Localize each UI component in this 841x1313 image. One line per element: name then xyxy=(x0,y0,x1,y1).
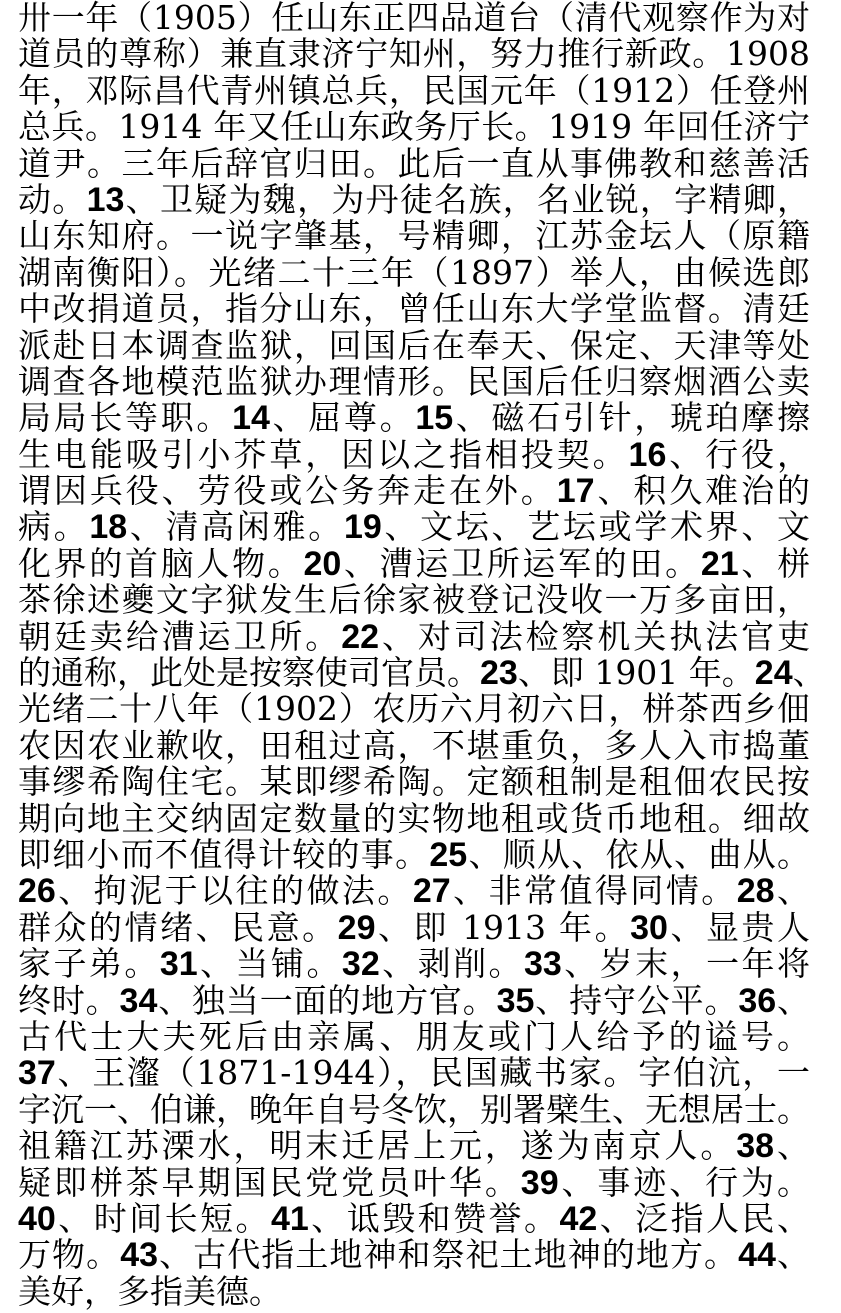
text-line xyxy=(18,1162,811,1202)
text-segment: 农因农业歉收，田租过高，不堪重负，多人入市捣董 xyxy=(18,725,810,765)
text-line xyxy=(18,1016,810,1056)
text-segment: 局局长等职。 xyxy=(18,398,233,438)
footnote-number: 19 xyxy=(343,508,382,547)
text-segment: 病。 xyxy=(18,507,90,547)
text-segment: 终时。 xyxy=(18,980,120,1020)
text-segment: 、 xyxy=(775,1235,811,1275)
text-line xyxy=(18,400,810,436)
footnote-number: 24 xyxy=(754,654,793,693)
text-segment: 派赴日本调查监狱，回国后在奉天、保定、天津等处 xyxy=(18,325,810,365)
text-segment: 卅一年（1905）任山东正四品道台（清代观察作为对 xyxy=(18,0,810,37)
footnote-number: 15 xyxy=(415,399,454,438)
text-segment: 期向地主交纳固定数量的实物地租或货币地租。细故 xyxy=(18,798,810,838)
text-segment: 、时间长短。 xyxy=(55,1198,271,1238)
footnote-number: 31 xyxy=(159,945,198,984)
text-line xyxy=(18,582,810,618)
text-segment: 、古代指土地神和祭祀土地神的地方。 xyxy=(158,1235,739,1275)
footnote-number: 13 xyxy=(86,180,125,219)
text-segment: 的通称，此处是按察使司官员。 xyxy=(18,653,480,693)
text-segment: 朝廷卖给漕运卫所。 xyxy=(18,616,342,656)
text-segment: 湖南衡阳）。光绪二十三年（1897）举人，由候选郎 xyxy=(18,252,810,292)
text-segment: 、 xyxy=(774,1126,811,1166)
footnote-number: 37 xyxy=(18,1054,56,1093)
text-segment: 、显贵人 xyxy=(667,907,810,947)
text-segment: 群众的情绪、民意。 xyxy=(18,907,338,947)
text-segment: 事缪希陶住宅。某即缪希陶。定额租制是租佃农民按 xyxy=(18,762,810,802)
text-segment: 、剥削。 xyxy=(379,944,524,984)
footnote-number: 29 xyxy=(337,908,376,947)
text-segment: 、非常值得同情。 xyxy=(450,871,737,911)
footnote-number: 43 xyxy=(120,1236,159,1275)
text-line xyxy=(18,291,810,327)
footnote-number: 25 xyxy=(429,835,468,874)
text-segment: 、独当一面的地方官。 xyxy=(157,980,497,1020)
footnote-number: 42 xyxy=(559,1199,598,1238)
text-segment: 年，邓际昌代青州镇总兵，民国元年（1912）任登州 xyxy=(18,70,810,110)
text-line xyxy=(18,109,810,145)
footnote-number: 17 xyxy=(556,472,595,511)
text-line xyxy=(18,616,811,656)
text-line xyxy=(18,873,810,909)
text-segment: 、清高闲雅。 xyxy=(127,507,344,547)
text-line xyxy=(18,834,811,874)
text-segment: 万物。 xyxy=(18,1235,121,1275)
text-line xyxy=(18,252,810,292)
text-segment: 、岁末，一年将 xyxy=(561,944,810,984)
text-segment: 、对司法检察机关执法官吏 xyxy=(379,616,811,656)
text-segment: 、泛指人民、 xyxy=(597,1198,810,1238)
text-line xyxy=(18,725,810,765)
text-segment: 、漕运卫所运军的田。 xyxy=(341,543,701,583)
text-line xyxy=(18,653,826,693)
text-line xyxy=(18,1237,810,1273)
text-segment: 、文坛、艺坛或学术界、文 xyxy=(381,507,811,547)
text-segment: 、屈尊。 xyxy=(269,398,416,438)
text-line xyxy=(18,473,810,509)
footnote-number: 44 xyxy=(738,1236,776,1275)
text-segment: 、 xyxy=(792,653,826,693)
text-segment: 山东知府。一说字肇基，号精卿，江苏金坛人（原籍 xyxy=(18,216,810,256)
footnote-number: 23 xyxy=(480,654,518,693)
footnote-number: 20 xyxy=(303,544,342,583)
text-segment: 、 xyxy=(776,980,811,1020)
text-segment: 化界的首脑人物。 xyxy=(18,543,304,583)
footnote-number: 34 xyxy=(119,981,158,1020)
text-line xyxy=(18,36,810,72)
text-line xyxy=(18,179,811,219)
text-segment: 道尹。三年后辞官归田。此后一直从事佛教和慈善活 xyxy=(18,143,810,183)
text-line xyxy=(18,325,810,365)
text-segment: 动。 xyxy=(18,179,87,219)
text-segment: 、 xyxy=(774,871,810,911)
text-line xyxy=(18,980,811,1020)
text-line xyxy=(18,218,810,254)
footnote-number: 21 xyxy=(700,544,739,583)
footnote-number: 38 xyxy=(736,1127,775,1166)
text-line xyxy=(18,1198,810,1238)
text-line xyxy=(18,361,810,401)
text-segment: 光绪二十八年（1902）农历六月初六日，栟茶西乡佃 xyxy=(18,689,810,729)
footnote-number: 18 xyxy=(89,508,128,547)
text-segment: 即细小而不值得计较的事。 xyxy=(18,834,430,874)
footnote-number: 30 xyxy=(630,908,668,947)
text-segment: 、事迹、行为。 xyxy=(558,1162,811,1202)
text-line xyxy=(18,1128,810,1164)
text-segment: 调查各地模范监狱办理情形。民国后任归察烟酒公卖 xyxy=(18,361,810,401)
text-segment: 、诋毁和赞誉。 xyxy=(308,1198,560,1238)
text-segment: 、拘泥于以往的做法。 xyxy=(55,871,413,911)
text-segment: 祖籍江苏溧水，明末迁居上元，遂为南京人。 xyxy=(18,1126,737,1166)
text-segment: 、顺从、依从、曲从。 xyxy=(467,834,811,874)
footnote-number: 22 xyxy=(341,617,380,656)
text-line xyxy=(18,143,810,183)
footnote-number: 35 xyxy=(496,981,535,1020)
text-segment: 茶徐述夔文字狱发生后徐家被登记没收一万多亩田， xyxy=(18,580,810,620)
text-segment: 、行役， xyxy=(666,434,811,474)
text-segment: 、即 1901 年。 xyxy=(517,653,755,693)
text-line xyxy=(18,1055,810,1091)
text-segment: 家子弟。 xyxy=(18,944,160,984)
text-segment: 、栟 xyxy=(738,543,811,583)
text-segment: 美好，多指美德。 xyxy=(18,1271,282,1311)
annotation-text-body xyxy=(18,0,826,1311)
text-line xyxy=(18,691,810,727)
text-segment: 、即 1913 年。 xyxy=(375,907,631,947)
footnote-number: 39 xyxy=(520,1163,559,1202)
text-segment: 道员的尊称）兼直隶济宁知州，努力推行新政。1908 xyxy=(18,34,810,74)
footnote-number: 27 xyxy=(412,872,451,911)
text-segment: 疑即栟茶早期国民党党员叶华。 xyxy=(18,1162,521,1202)
footnote-number: 40 xyxy=(18,1199,56,1238)
text-segment: 、持守公平。 xyxy=(534,980,739,1020)
text-line xyxy=(18,1271,810,1311)
text-segment: 字沉一、伯谦，晚年自号冬饮，别署檗生、无想居士。 xyxy=(18,1089,810,1129)
text-segment: 总兵。1914 年又任山东政务厅长。1919 年回任济宁 xyxy=(18,107,810,147)
text-segment: 、积久难治的 xyxy=(594,471,811,511)
text-line xyxy=(18,907,810,947)
text-segment: 、磁石引针，琥珀摩擦 xyxy=(453,398,811,438)
footnote-number: 26 xyxy=(18,872,56,911)
footnote-number: 28 xyxy=(736,872,775,911)
footnote-number: 33 xyxy=(524,945,562,984)
text-line xyxy=(18,1089,810,1129)
text-line xyxy=(18,946,810,982)
text-segment: 中改捐道员，指分山东，曾任山东大学堂监督。清廷 xyxy=(18,289,810,329)
text-segment: 谓因兵役、劳役或公务奔走在外。 xyxy=(18,471,557,511)
text-line xyxy=(18,0,810,36)
footnote-number: 14 xyxy=(232,399,270,438)
text-segment: 古代士大夫死后由亲属、朋友或门人给予的谥号。 xyxy=(18,1016,810,1056)
text-segment: 、卫疑为魏，为丹徒名族，名业锐，字精卿， xyxy=(124,179,811,219)
text-line xyxy=(18,543,811,583)
footnote-number: 16 xyxy=(628,435,667,474)
text-line xyxy=(18,509,810,545)
text-segment: 、当铺。 xyxy=(197,944,342,984)
footnote-number: 32 xyxy=(341,945,380,984)
text-line xyxy=(18,70,810,110)
footnote-number: 41 xyxy=(271,1199,309,1238)
text-line xyxy=(18,434,811,474)
text-segment: 、王瀣（1871-1944），民国藏书家。字伯沆，一 xyxy=(55,1053,810,1093)
footnote-number: 36 xyxy=(738,981,777,1020)
text-segment: 生电能吸引小芥草，因以之指相投契。 xyxy=(18,434,629,474)
text-line xyxy=(18,764,810,800)
text-line xyxy=(18,798,810,838)
